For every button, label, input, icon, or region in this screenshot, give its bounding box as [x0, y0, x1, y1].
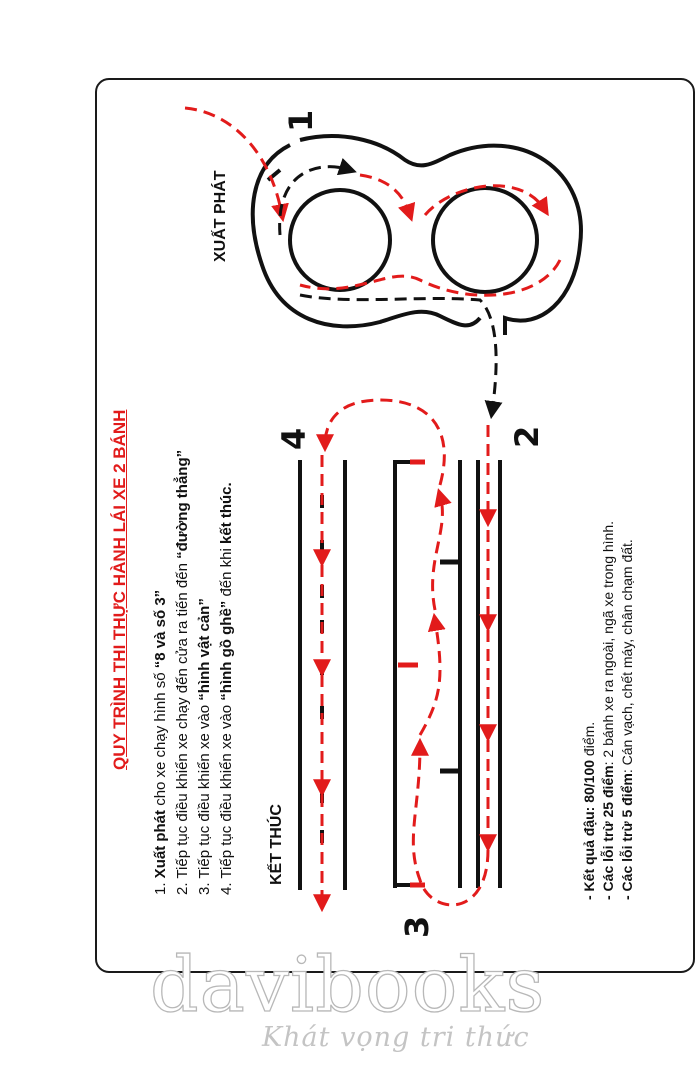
result-penalty-5: - Các lỗi trừ 5 điểm: Cán vạch, chết máy, chân chạm đất. — [619, 539, 635, 900]
marker-4: 4 — [275, 427, 313, 450]
step-3: 3. Tiếp tục điều khiển xe vào “hình vật cản” — [196, 598, 213, 895]
finish-label: KẾT THÚC — [268, 804, 285, 885]
watermark-tagline: Khát vọng tri thức — [262, 1022, 530, 1053]
step-1: 1. Xuất phát cho xe chạy hình số “8 và số 3” — [152, 589, 169, 895]
results-list — [580, 521, 637, 900]
figure-eight-paths — [185, 108, 560, 412]
marker-2: 2 — [508, 425, 546, 448]
loop-arrow-1 — [360, 175, 410, 215]
steps-list — [150, 450, 238, 895]
lane-lines — [300, 460, 500, 890]
inner-circle-right — [433, 188, 537, 292]
result-pass: - Kết quả đậu: 80/100 điểm. — [581, 721, 597, 900]
black-loop — [280, 167, 350, 235]
step-2: 2. Tiếp tục điều khiển xe chạy đến cửa ra tiến đến “đường thẳng” — [174, 449, 191, 895]
page-title: QUY TRÌNH THI THỰC HÀNH LÁI XE 2 BÁNH — [110, 409, 129, 770]
step-4: 4. Tiếp tục điều khiển xe vào “hình gồ ghề” đến khi kết thúc. — [218, 482, 235, 895]
obstacle-pegs — [398, 462, 458, 885]
figure-eight-track — [253, 136, 581, 335]
start-label: XUẤT PHÁT — [212, 170, 229, 262]
marker-3: 3 — [398, 915, 436, 938]
result-penalty-25: - Các lỗi trừ 25 điểm: 2 bánh xe ra ngoài, ngã xe trong hình. — [600, 520, 616, 900]
inner-circle-left — [290, 190, 390, 290]
watermark-brand: davibooks — [150, 940, 546, 1029]
marker-1: 1 — [282, 109, 320, 132]
exit-arrow — [300, 295, 496, 412]
